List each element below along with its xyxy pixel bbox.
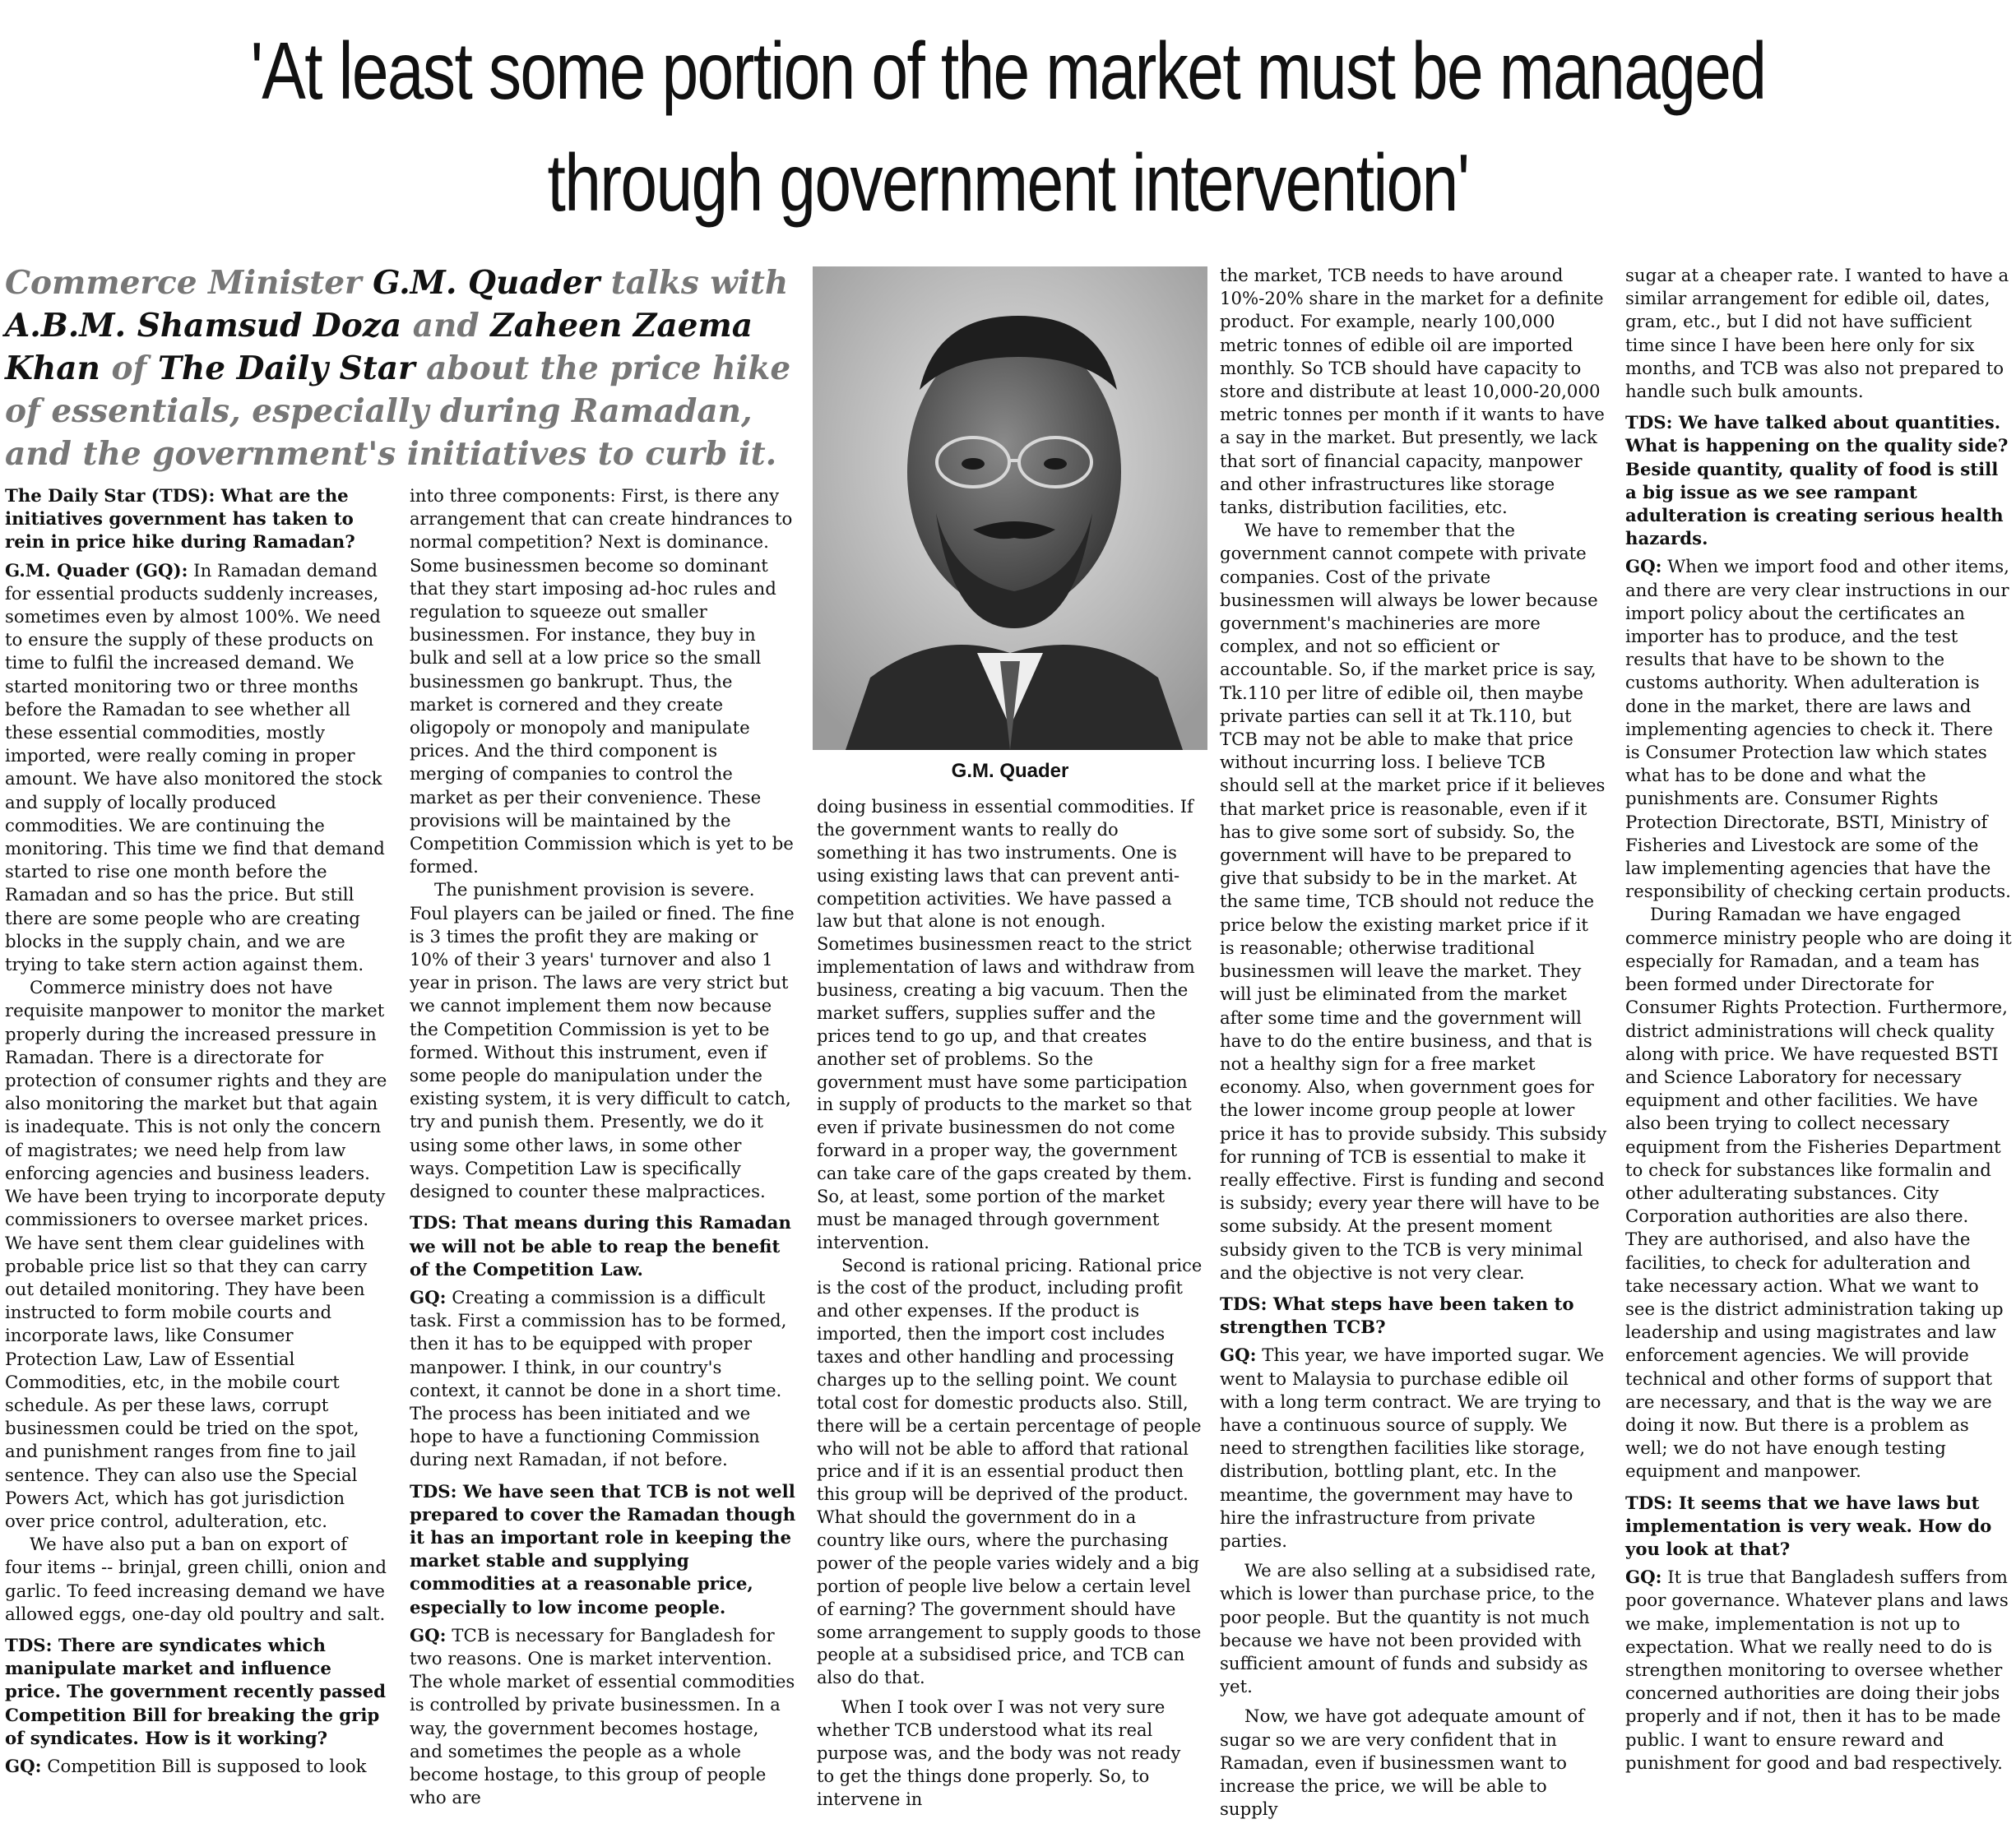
intro-text: Commerce Minister xyxy=(5,264,373,302)
speaker-label: GQ: xyxy=(410,1625,447,1646)
answer-text: Creating a commission is a difficult task. First a commission has to be formed, then it has to be equipped with proper manpower. I think, in our country's context, it cannot be done in a short time. The process has been initiated and we hope to have a functioning Commission during next Ramadan, if not before. xyxy=(410,1287,787,1471)
headline xyxy=(182,15,1835,238)
interview-answer xyxy=(410,1625,796,1811)
intro-publication-name: The Daily Star xyxy=(157,349,415,387)
article-column-1 xyxy=(5,485,388,1779)
intro-name-minister: G.M. Quader xyxy=(373,264,600,302)
speaker-label: GQ: xyxy=(1625,557,1662,578)
article-column-2 xyxy=(410,485,796,1810)
interview-question: TDS: We have talked about quantities. What is happening on the quality side? Beside quantity, quality of food is still a big issue as we see rampant adulteration is creating serious health hazards. xyxy=(1625,413,2009,550)
answer-text: This year, we have imported sugar. We went to Malaysia to purchase edible oil with a long term contract. We are trying to have a continuous source of supply. We need to strengthen facilities like storage, distribution, bottling plant, etc. In the meantime, the government may have to hire the infrastructure from private parties. xyxy=(1220,1345,1605,1552)
answer-paragraph: into three components: First, is there any arrangement that can create hindrances to normal competition? Next is dominance. Some businessmen become so dominant that they start imposing ad-hoc rules and regulation to squeeze out smaller businessmen. For instance, they buy in bulk and sell at a low price so the small businessmen go bankrupt. Thus, the market is cornered and they create oligopoly or monopoly and manipulate prices. And the third component is merging of companies to control the market as per their convenience. These provisions will be maintained by the Competition Commission which is yet to be formed. xyxy=(410,486,794,878)
speaker-label: GQ: xyxy=(1625,1567,1662,1589)
interview-answer xyxy=(1220,1345,1608,1553)
answer-paragraph: Now, we have got adequate amount of sugar so we are very confident that in Ramadan, even if businessmen want to increase the price, we will be able to supply xyxy=(1220,1706,1585,1821)
interview-question: The Daily Star (TDS): What are the initiatives government has taken to rein in price hike during Ramadan? xyxy=(5,486,355,553)
answer-paragraph: We are also selling at a subsidised rate, which is lower than purchase price, to the poor people. But the quantity is not much because we have not been provided with sufficient amount of funds and subsidy as yet. xyxy=(1220,1561,1597,1698)
portrait-image xyxy=(813,266,1207,750)
intro-text: talks with xyxy=(600,264,789,302)
interview-question: TDS: There are syndicates which manipulate market and influence price. The government recently passed Competition Bill for breaking the grip of syndicates. How is it working? xyxy=(5,1635,386,1749)
interview-question: TDS: We have seen that TCB is not well prepared to cover the Ramadan though it has an important role in keeping the market stable and supplying commodities at a reasonable price, especially to low income people. xyxy=(410,1481,796,1618)
intro-name-interviewer-1: A.B.M. Shamsud Doza xyxy=(5,307,402,345)
answer-paragraph: sugar at a cheaper rate. I wanted to have a similar arrangement for edible oil, dates, gram, etc., but I did not have sufficient time since I have been here only for six months, and TCB was also not prepared to handle such bulk amounts. xyxy=(1625,266,2009,403)
article-column-3 xyxy=(817,796,1203,1812)
speaker-label: GQ: xyxy=(1220,1345,1257,1367)
answer-text: TCB is necessary for Bangladesh for two reasons. One is market intervention. The whole market of essential commodities is controlled by private businessmen. In a way, the government becomes hostage, and sometimes the people as a whole become hostage, to this group of people who are xyxy=(410,1625,795,1809)
intro-text: about the price hike of essentials, especially during Ramadan, and the government's initiatives to curb it. xyxy=(5,349,791,473)
intro-name-interviewer-2: Zaheen Zaema Khan xyxy=(5,307,753,387)
answer-text: When we import food and other items, and there are very clear instructions in our import policy about the certificates an importer has to produce, and the test results that have to be shown to the customs authority. When adulteration is done in the market, there are laws and implementing agencies to check it. There is Consumer Protection law which states what has to be done and what the punishments are. Consumer Rights Protection Directorate, BSTI, Ministry of Fisheries and Livestock are some of the law implementing agencies that have the responsibility of checking certain products. xyxy=(1625,557,2011,903)
speaker-label: G.M. Quader (GQ): xyxy=(5,560,188,581)
interview-answer xyxy=(1625,1567,2012,1775)
interview-question: TDS: That means during this Ramadan we will not be able to reap the benefit of the Competition Law. xyxy=(410,1213,791,1280)
answer-paragraph: Commerce ministry does not have requisite manpower to monitor the market properly during the increased pressure in Ramadan. There is a directorate for protection of consumer rights and they are also monitoring the market but that again is inadequate. This is not only the concern of magistrates; we need help from law enforcing agencies and business leaders. We have been trying to incorporate deputy commissioners to oversee market prices. We have sent them clear guidelines with probable price list so that they can carry out detailed monitoring. They have been instructed to form mobile courts and incorporate laws, like Consumer Protection Law, Law of Essential Commodities, etc, in the mobile court schedule. As per these laws, corrupt businessmen could be tried on the spot, and punishment ranges from fine to jail sentence. They can also use the Special Powers Act, which has got jurisdiction over price control, adulteration, etc. xyxy=(5,978,387,1532)
answer-text: Competition Bill is supposed to look xyxy=(41,1756,367,1777)
intro-text: of xyxy=(100,349,158,387)
answer-paragraph: Second is rational pricing. Rational price is the cost of the product, including profit and other expenses. If the product is imported, then the import cost includes taxes and other handling and processing charges up to the selling point. We count total cost for domestic products also. Still, there will be a certain percentage of people who will not be able to afford that rational price and if it is an essential product then this group will be deprived of the product. What should the government do in a country like ours, where the purchasing power of the people varies widely and a big portion of people live below a certain level of earning? The government should have some arrangement to supply goods to those people at a subsidised price, and TCB can also do that. xyxy=(817,1255,1203,1688)
article-column-5 xyxy=(1625,265,2012,1775)
answer-paragraph: The punishment provision is severe. Foul players can be jailed or fined. The fine is 3 times the profit they are making or 10% of their 3 years' turnover and also 1 year in prison. The laws are very strict but we cannot implement them now because the Competition Commission is yet to be formed. Without this instrument, even if some people do manipulation under the existing system, it is very difficult to catch, try and punish them. Presently, we do it using some other laws, in some other ways. Competition Law is specifically designed to counter these malpractices. xyxy=(410,880,795,1203)
interview-answer xyxy=(410,1287,796,1473)
intro-standfirst xyxy=(5,262,793,475)
headline-line-1: 'At least some portion of the market must be managed xyxy=(250,25,1766,116)
answer-paragraph: doing business in essential commodities. If the government wants to really do something it has two instruments. One is using existing laws that can prevent anti-competition activities. We have passed a law but that alone is not enough. Sometimes businessmen react to the strict implementation of laws and withdraw from business, creating a big vacuum. Then the market suffers, supplies suffer and the prices tend to go up, and that creates another set of problems. So the government must have some participation in supply of products to the market so that even if private businessmen do not come forward in a proper way, the government can take care of the gaps created by them. So, at least, some portion of the market must be managed through government intervention. xyxy=(817,797,1195,1252)
speaker-label: GQ: xyxy=(410,1287,447,1308)
answer-paragraph: We have to remember that the government cannot compete with private companies. Cost of the private businessmen will always be lower because government's machineries are more complex, and not so efficient or accountable. So, if the market price is say, Tk.110 per litre of edible oil, then maybe private parties can sell it at Tk.110, but TCB may not be able to make that price without incurring loss. I believe TCB should sell at the market price if it believes that market price is reasonable, even if it has to give some sort of subsidy. So, the government will have to be prepared to give that subsidy to be in the market. At the same time, TCB should not reduce the price below the existing market price if it is reasonable; otherwise traditional businessmen will leave the market. They will just be eliminated from the market after some time and the government will have to do the entire business, and that is not a healthy sign for a free market economy. Also, when government goes for the lower income group people at lower price it has to provide subsidy. This subsidy for running of TCB is essential to make it really effective. First is funding and second is subsidy; every year there will have to be some subsidy. At the present moment subsidy given to the TCB is very minimal and the objective is not very clear. xyxy=(1220,521,1607,1284)
answer-paragraph: When I took over I was not very sure whether TCB understood what its real purpose was, and the body was not ready to get the things done properly. So, to intervene in xyxy=(817,1697,1181,1809)
photo-caption: G.M. Quader xyxy=(951,760,1069,782)
intro-text: and xyxy=(401,307,491,345)
interview-answer xyxy=(1625,556,2012,904)
answer-paragraph: the market, TCB needs to have around 10%-20% share in the market for a definite product. For example, nearly 100,000 metric tonnes of edible oil are imported monthly. So TCB should have capacity to store and distribute at least 10,000-20,000 metric tonnes per month if it wants to have a say in the market. But presently, we lack that sort of financial capacity, manpower and other infrastructures like storage tanks, distribution facilities, etc. xyxy=(1220,266,1605,519)
answer-paragraph: We have also put a ban on export of four items -- brinjal, green chilli, onion and garlic. To feed increasing demand we have allowed eggs, one-day old poultry and salt. xyxy=(5,1534,387,1625)
interview-answer xyxy=(5,560,388,978)
answer-paragraph: During Ramadan we have engaged commerce ministry people who are doing it especially for Ramadan, and a team has been formed under Directorate for Consumer Rights Protection. Furthermore, district administrations will check quality along with price. We have requested BSTI and Science Laboratory for necessary equipment and other facilities. We have also been trying to collect necessary equipment from the Fisheries Department to check for substances like formalin and other adulterating substances. City Corporation authorities are also there. They are authorised, and also have the facilities, to check for adulteration and take necessary action. What we want to see is the district administration taking up leadership and using magistrates and law enforcement agencies. We will provide technical and other forms of support that are necessary, and that is the way we are doing it now. But there is a problem as well; we do not have enough testing equipment and manpower. xyxy=(1625,905,2012,1483)
article-column-4 xyxy=(1220,265,1608,1821)
answer-text: It is true that Bangladesh suffers from poor governance. Whatever plans and laws we make, implementation is not up to expectation. What we really need to do is strengthen monitoring to oversee whether concerned authorities are doing their jobs properly and if not, then it has to be made public. I want to ensure reward and punishment for good and bad respectively. xyxy=(1625,1567,2009,1774)
speaker-label: GQ: xyxy=(5,1756,42,1777)
answer-text: In Ramadan demand for essential products suddenly increases, sometimes even by almost 100%. We need to ensure the supply of these products on time to fulfil the increased demand. We started monitoring two or three months before the Ramadan to see whether all these essential commodities, mostly imported, were really coming in proper amount. We have also monitored the stock and supply of locally produced commodities. We are continuing the monitoring. This time we find that demand started to rise one month before the Ramadan and so has the price. But still there are some people who are creating blocks in the supply chain, and we are trying to take stern action against them. xyxy=(5,560,385,976)
interview-question: TDS: What steps have been taken to strengthen TCB? xyxy=(1220,1294,1574,1339)
interview-question: TDS: It seems that we have laws but implementation is very weak. How do you look at that? xyxy=(1625,1493,1992,1560)
portrait-photo xyxy=(813,266,1207,750)
interview-answer xyxy=(5,1756,388,1779)
headline-line-2: through government intervention' xyxy=(547,137,1469,228)
